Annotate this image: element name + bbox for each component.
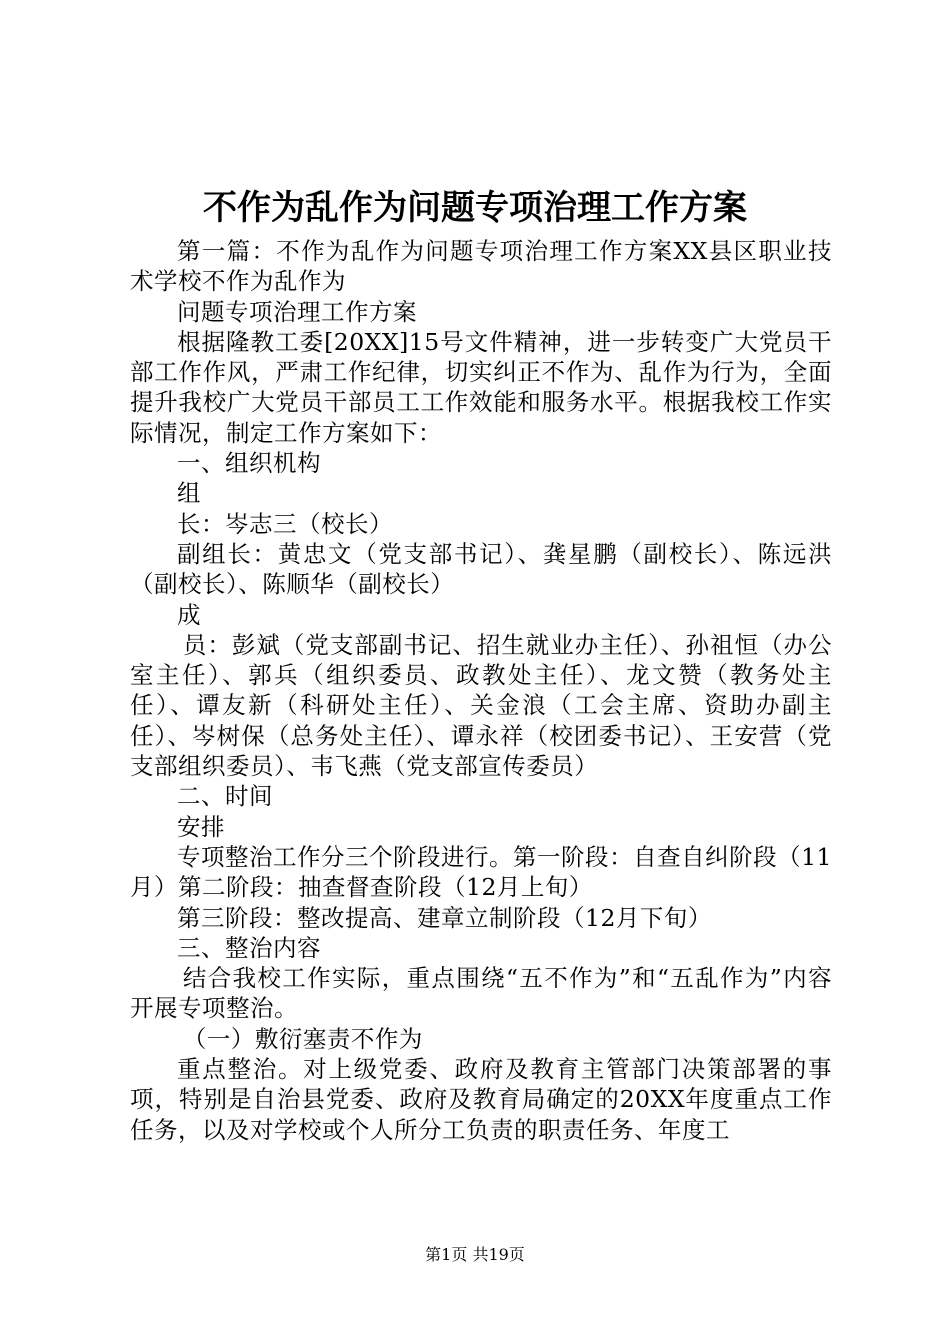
page-footer: 第1页 共19页 (425, 1245, 525, 1264)
paragraph: 组 (177, 479, 201, 508)
paragraph: 成 (177, 600, 201, 629)
section-heading: 二、时间 (177, 782, 273, 811)
paragraph: 重点整治。对上级党委、政府及教育主管部门决策部署的事项，特别是自治县党委、政府及教育局确定的20XX年度重点工作任务，以及对学校或个人所分工负责的职责任务、年度工 (130, 1055, 832, 1144)
document-title: 不作为乱作为问题专项治理工作方案 (203, 188, 747, 228)
paragraph: 长：岑志三（校长） (177, 509, 393, 538)
paragraph: 专项整治工作分三个阶段进行。第一阶段：自查自纠阶段（11月）第二阶段：抽查督查阶段（12月上旬） (130, 842, 832, 902)
paragraph: 根据隆教工委[20XX]15号文件精神，进一步转变广大党员干部工作作风，严肃工作纪律，切实纠正不作为、乱作为行为，全面提升我校广大党员干部员工工作效能和服务水平。根据我校工作实际情况，制定工作方案如下： (130, 327, 832, 447)
paragraph: 第一篇：不作为乱作为问题专项治理工作方案XX县区职业技术学校不作为乱作为 (130, 237, 832, 296)
paragraph: 员：彭斌（党支部副书记、招生就业办主任）、孙祖恒（办公室主任）、郭兵（组织委员、政教处主任）、龙文赞（教务处主任）、谭友新（科研处主任）、关金浪（工会主席、资助办副主任）、岑树保（总务处主任）、谭永祥（校团委书记）、王安营（党支部组织委员）、韦飞燕（党支部宣传委员） (130, 630, 832, 781)
paragraph: 副组长：黄忠文（党支部书记）、龚星鹏（副校长）、陈远洪（副校长）、陈顺华（副校长） (130, 539, 832, 599)
paragraph: 问题专项治理工作方案 (177, 297, 417, 326)
section-heading: 三、整治内容 (177, 933, 321, 962)
paragraph: 安排 (177, 812, 225, 841)
section-heading: 一、组织机构 (177, 449, 321, 478)
subsection-heading: （一）敷衍塞责不作为 (182, 1024, 423, 1053)
paragraph: 结合我校工作实际，重点围绕“五不作为”和“五乱作为”内容开展专项整治。 (130, 964, 832, 1023)
document-body (130, 236, 832, 1145)
paragraph: 第三阶段：整改提高、建章立制阶段（12月下旬） (177, 903, 712, 932)
